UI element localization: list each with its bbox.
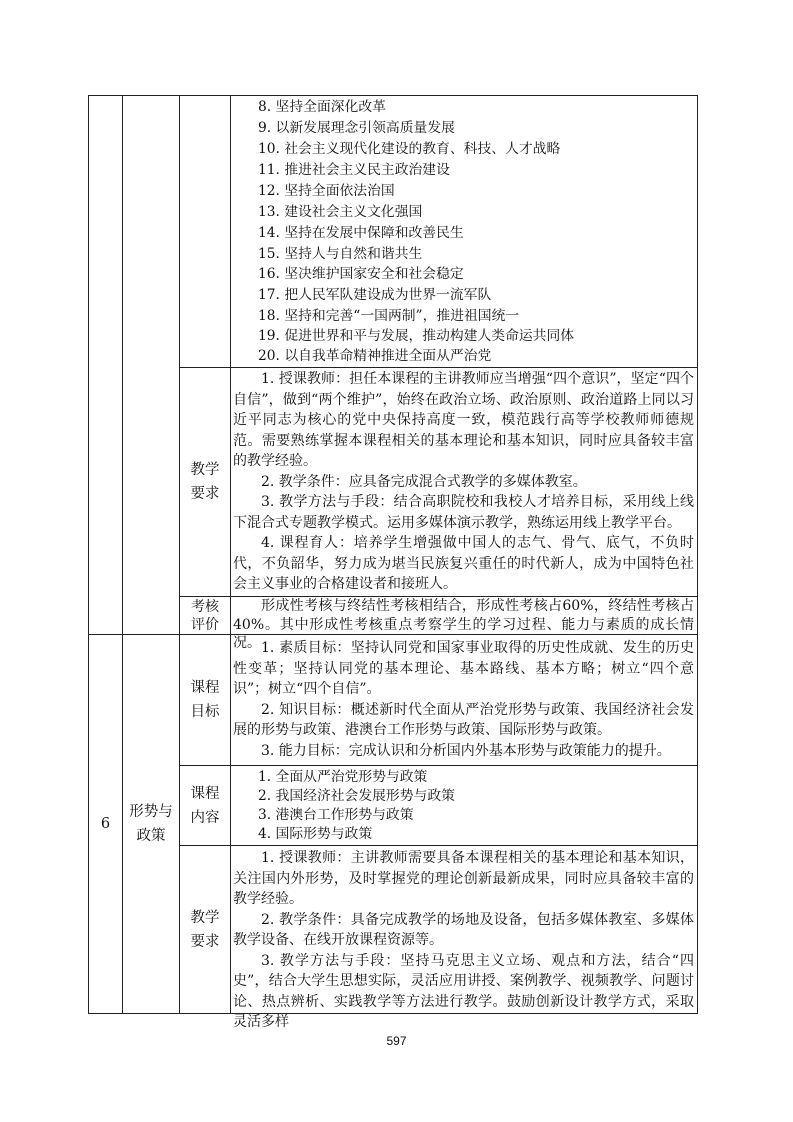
- list-item: 16. 坚决维护国家安全和社会稳定: [258, 266, 464, 282]
- label-line: 要求: [190, 933, 220, 950]
- list-item: 9. 以新发展理念引领高质量发展: [258, 120, 455, 136]
- paragraph: 2. 知识目标：概述新时代全面从严治党形势与政策、我国经济社会发展的形势与政策、港澳台工作形势与政策、国际形势与政策。: [233, 701, 694, 738]
- teaching-req-text: [233, 369, 694, 595]
- paragraph: 1. 授课教师：主讲教师需要具备本课程相关的基本理论和基本知识，关注国内外形势，及时掌握党的理论创新最新成果，同时应具备较丰富的教学经验。: [233, 850, 694, 907]
- paragraph: 1. 素质目标：坚持认同党和国家事业取得的历史性成就、发生的历史性变革；坚持认同党的基本理论、基本路线、基本方略；树立“四个意识”；树立“四个自信”。: [233, 640, 694, 697]
- label-line: 考核: [191, 598, 219, 615]
- label-line: 目标: [190, 704, 220, 720]
- list-item: 14. 坚持在发展中保障和改善民生: [258, 225, 464, 241]
- paragraph: 形成性考核与终结性考核相结合，形成性考核占60%，终结性考核占40%。其中形成性考核重点考察学生的学习过程、能力与素质的成长情况。: [233, 598, 694, 651]
- label-line: 要求: [190, 486, 220, 502]
- label-line: 评价: [191, 616, 219, 633]
- list-item: 15. 坚持人与自然和谐共生: [258, 246, 423, 262]
- course-goals-label: [180, 635, 230, 765]
- row-divider-teaching-req-6: [179, 845, 698, 846]
- content-list-cell: [230, 95, 697, 367]
- paragraph: 1. 授课教师：担任本课程的主讲教师应当增强“四个意识”，坚定“四个自信”，做到“两个维护”，始终在政治立场、政治原则、政治道路上同以习近平同志为核心的党中央保持高度一致，模范践行高等学校教师师德规范。需要熟练掌握本课程相关的基本理论和基本知识，同时应具备较丰富的教学经验。: [233, 371, 694, 469]
- list-item: 17. 把人民军队建设成为世界一流军队: [258, 287, 492, 303]
- label-line: 课程: [190, 680, 220, 696]
- paragraph: 3. 教学方法与手段：结合高职院校和我校人才培养目标，采用线上线下混合式专题教学模式。运用多媒体演示教学，熟练运用线上教学平台。: [233, 494, 694, 531]
- label-line: 教学: [190, 909, 220, 926]
- label-line: 政策: [136, 828, 166, 844]
- list-item: 3. 港澳台工作形势与政策: [258, 807, 414, 823]
- paragraph: 3. 教学方法与手段：坚持马克思主义立场、观点和方法，结合“四史”，结合大学生思想实际，灵活应用讲授、案例教学、视频教学、问题讨论、热点辨析、实践教学等方法进行教学。鼓励创新设计教学方式，采取灵活多样: [233, 952, 694, 1030]
- list-item: 1. 全面从严治党形势与政策: [258, 769, 428, 785]
- list-item: 8. 坚持全面深化改革: [258, 99, 386, 115]
- row-divider-teaching-req: [179, 367, 698, 368]
- label-line: 课程: [190, 785, 220, 802]
- course-content-label: [180, 766, 230, 845]
- list-item: 11. 推进社会主义民主政治建设: [258, 162, 450, 178]
- paragraph: 3. 能力目标：完成认识和分析国内外基本形势与政策能力的提升。: [261, 742, 671, 759]
- page-number: 597: [386, 1034, 407, 1048]
- course-number: 6: [100, 816, 111, 832]
- list-item: 13. 建设社会主义文化强国: [258, 204, 423, 220]
- list-item: 18. 坚持和完善“一国两制”，推进祖国统一: [258, 308, 520, 324]
- label-line: 形势与: [129, 804, 173, 820]
- assessment-label: [180, 597, 230, 634]
- list-item: 20. 以自我革命精神推进全面从严治党: [258, 348, 492, 364]
- label-line: 内容: [190, 809, 220, 826]
- list-item: 12. 坚持全面依法治国: [258, 183, 395, 199]
- list-item: 2. 我国经济社会发展形势与政策: [258, 788, 455, 804]
- course-goals-text: [233, 638, 694, 761]
- label-line: 教学: [190, 462, 220, 478]
- course-content-list: [230, 766, 697, 845]
- teaching-req-label-6: [180, 846, 230, 1013]
- list-item: 4. 国际形势与政策: [258, 826, 373, 842]
- list-item: 10. 社会主义现代化建设的教育、科技、人才战略: [258, 141, 561, 157]
- table-right-border: [697, 95, 698, 1013]
- teaching-req-label: [180, 368, 230, 596]
- paragraph: 2. 教学条件：应具备完成混合式教学的多媒体教室。: [261, 473, 587, 490]
- paragraph: 4. 课程育人：培养学生增强做中国人的志气、骨气、底气，不负时代，不负韶华，努力成为堪当民族复兴重任的时代新人，成为中国特色社会主义事业的合格建设者和接班人。: [233, 535, 694, 592]
- paragraph: 2. 教学条件：具备完成教学的场地及设备，包括多媒体教室、多媒体教学设备、在线开放课程资源等。: [233, 911, 694, 948]
- course-name: [123, 635, 179, 1013]
- list-item: 19. 促进世界和平与发展，推动构建人类命运共同体: [258, 328, 575, 344]
- teaching-req-text-6: [233, 848, 694, 1030]
